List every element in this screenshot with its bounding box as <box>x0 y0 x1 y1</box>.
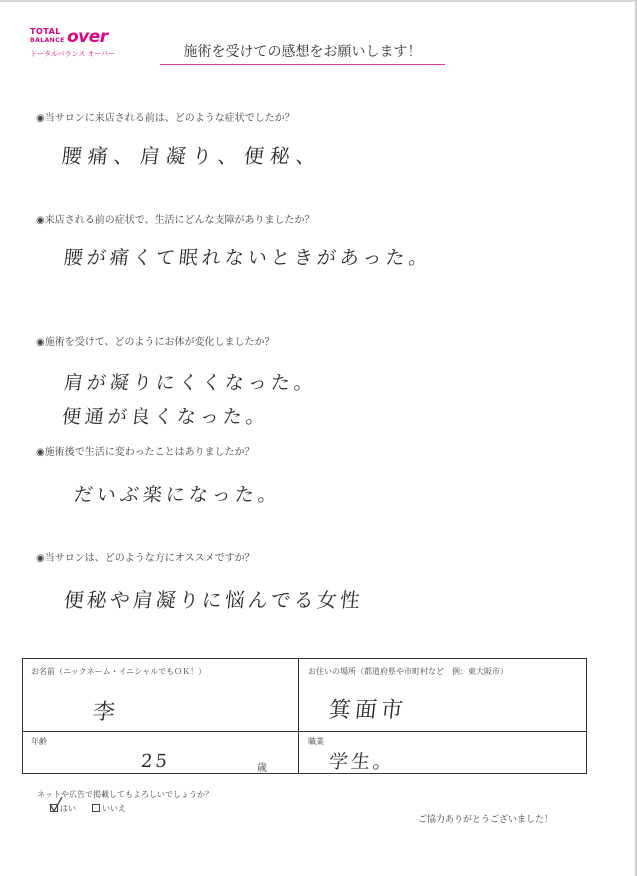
name-value: 李 <box>91 700 117 725</box>
answer-1-line-1: 腰痛、肩凝り、便秘、 <box>60 144 324 168</box>
answer-5-line-1: 便秘や肩凝りに悩んでる女性 <box>62 588 365 612</box>
age-value: 25 <box>139 751 172 772</box>
logo-total-text: TOTAL <box>30 27 61 36</box>
answer-4-line-1: だいぶ楽になった。 <box>72 484 283 506</box>
title-underline <box>160 64 445 65</box>
question-1: ◉当サロンに来店される前は、どのような症状でしたか？ <box>36 113 295 124</box>
age-label: 年齢 <box>31 737 47 746</box>
location-label: お住いの場所（都道府県や市町村など 例：東大阪市） <box>308 667 508 676</box>
no-checkbox[interactable] <box>92 804 100 812</box>
consent-question: ネットや広告で掲載してもよろしいでしょうか？ <box>37 790 213 799</box>
answer-3-line-1: 肩が凝りにくくなった。 <box>62 372 319 394</box>
no-label: いいえ <box>102 804 126 813</box>
question-3: ◉施術を受けて、どのようにお体が変化しましたか？ <box>36 337 275 348</box>
job-label: 職業 <box>308 737 324 746</box>
age-unit: 歳 <box>257 763 267 774</box>
brand-logo <box>30 28 140 58</box>
question-4: ◉施術後で生活に変わったことはありましたか？ <box>36 447 255 458</box>
question-2: ◉来店される前の症状で、生活にどんな支障がありましたか？ <box>36 215 315 226</box>
logo-balance-text: BALANCE <box>30 37 65 44</box>
scan-edge-top <box>0 0 637 2</box>
logo-over-text: over <box>67 27 108 47</box>
info-table <box>22 658 587 774</box>
answer-2-line-1: 腰が痛くて眠れないときがあった。 <box>62 247 433 269</box>
table-divider-vertical <box>298 659 299 773</box>
consent-no-option[interactable] <box>92 803 126 814</box>
location-value: 箕面市 <box>327 698 409 723</box>
handwritten-check-icon <box>48 796 64 814</box>
question-5: ◉当サロンは、どのような方にオススメですか？ <box>36 553 255 564</box>
thanks-message: ご協力ありがとうございました！ <box>418 815 554 825</box>
logo-subtitle: トータルバランス オーバー <box>30 50 116 58</box>
name-label: お名前（ニックネーム・イニシャルでもＯＫ！） <box>31 667 207 676</box>
job-value: 学生。 <box>327 751 397 773</box>
page-title: 施術を受けての感想をお願いします！ <box>183 44 422 60</box>
answer-3-line-2: 便通が良くなった。 <box>60 406 271 428</box>
table-divider-horizontal <box>23 731 586 732</box>
yes-label: はい <box>60 804 76 813</box>
